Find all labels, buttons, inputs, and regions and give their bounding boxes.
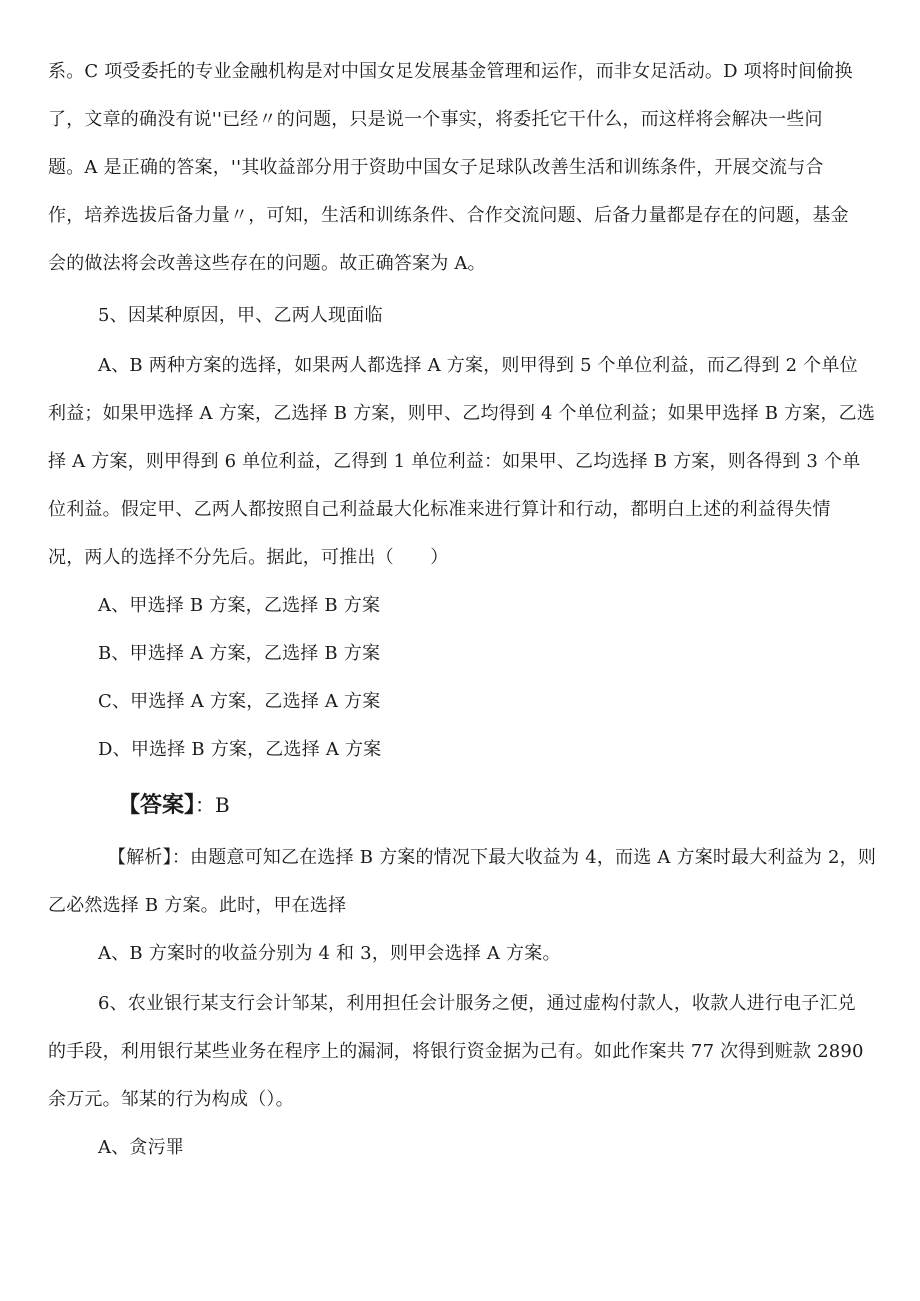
- analysis-line-3: A、B 方案时的收益分别为 4 和 3，则甲会选择 A 方案。: [98, 943, 561, 964]
- analysis-line-1: [108, 846, 876, 870]
- question-5-stem-line-4: 位利益。假定甲、乙两人都按照自己利益最大化标准来进行算计和行动，都明白上述的利益得失情: [48, 499, 831, 520]
- prev-paragraph-line-2: 了，文章的确没有说''已经〃的问题，只是说一个事实，将委托它干什么，而这样将会解决一些问: [48, 109, 823, 130]
- question-5-stem-line-1: A、B 两种方案的选择，如果两人都选择 A 方案，则甲得到 5 个单位利益，而乙得到 2 个单位: [98, 355, 858, 376]
- question-5-option-b: B、甲选择 A 方案，乙选择 B 方案: [98, 643, 381, 664]
- question-5-option-d: D、甲选择 B 方案，乙选择 A 方案: [98, 739, 382, 760]
- analysis-line-2: 乙必然选择 B 方案。此时，甲在选择: [48, 895, 347, 916]
- analysis-text-1: ：由题意可知乙在选择 B 方案的情况下最大收益为 4，而选 A 方案时最大利益为 2，则: [171, 847, 877, 868]
- question-6-stem-line-1: 6、农业银行某支行会计邹某，利用担任会计服务之便，通过虚构付款人，收款人进行电子汇兑: [98, 993, 856, 1014]
- analysis-label: 【解析】: [108, 847, 172, 868]
- question-5-stem-start: 5、因某种原因，甲、乙两人现面临: [98, 305, 383, 326]
- question-5-option-c: C、甲选择 A 方案，乙选择 A 方案: [98, 691, 381, 712]
- answer-heading: [118, 790, 230, 821]
- prev-paragraph-line-1: 系。C 项受委托的专业金融机构是对中国女足发展基金管理和运作，而非女足活动。D 项将时间偷换: [48, 61, 853, 82]
- prev-paragraph-line-5: 会的做法将会改善这些存在的问题。故正确答案为 A。: [48, 253, 486, 274]
- question-6-stem-line-2: 的手段，利用银行某些业务在程序上的漏洞，将银行资金据为己有。如此作案共 77 次得到赃款 2890: [48, 1041, 864, 1062]
- question-5-option-a: A、甲选择 B 方案，乙选择 B 方案: [98, 595, 381, 616]
- prev-paragraph-line-3: 题。A 是正确的答案，''其收益部分用于资助中国女子足球队改善生活和训练条件，开展交流与合: [48, 157, 824, 178]
- question-6-stem-line-3: 余万元。邹某的行为构成（）。: [48, 1089, 294, 1110]
- prev-paragraph-line-4: 作，培养选拔后备力量〃，可知，生活和训练条件、合作交流问题、后备力量都是存在的问题，基金: [48, 205, 849, 226]
- question-5-stem-line-2: 利益；如果甲选择 A 方案，乙选择 B 方案，则甲、乙均得到 4 个单位利益；如果甲选择 B 方案，乙选: [48, 403, 876, 424]
- question-6-option-a: A、贪污罪: [98, 1137, 184, 1158]
- answer-label: 【答案】: [118, 793, 196, 818]
- question-5-stem-line-3: 择 A 方案，则甲得到 6 单位利益，乙得到 1 单位利益：如果甲、乙均选择 B 方案，则各得到 3 个单: [48, 451, 861, 472]
- answer-value: ：B: [195, 793, 230, 817]
- question-5-stem-line-5: 况，两人的选择不分先后。据此，可推出（ ）: [48, 547, 449, 568]
